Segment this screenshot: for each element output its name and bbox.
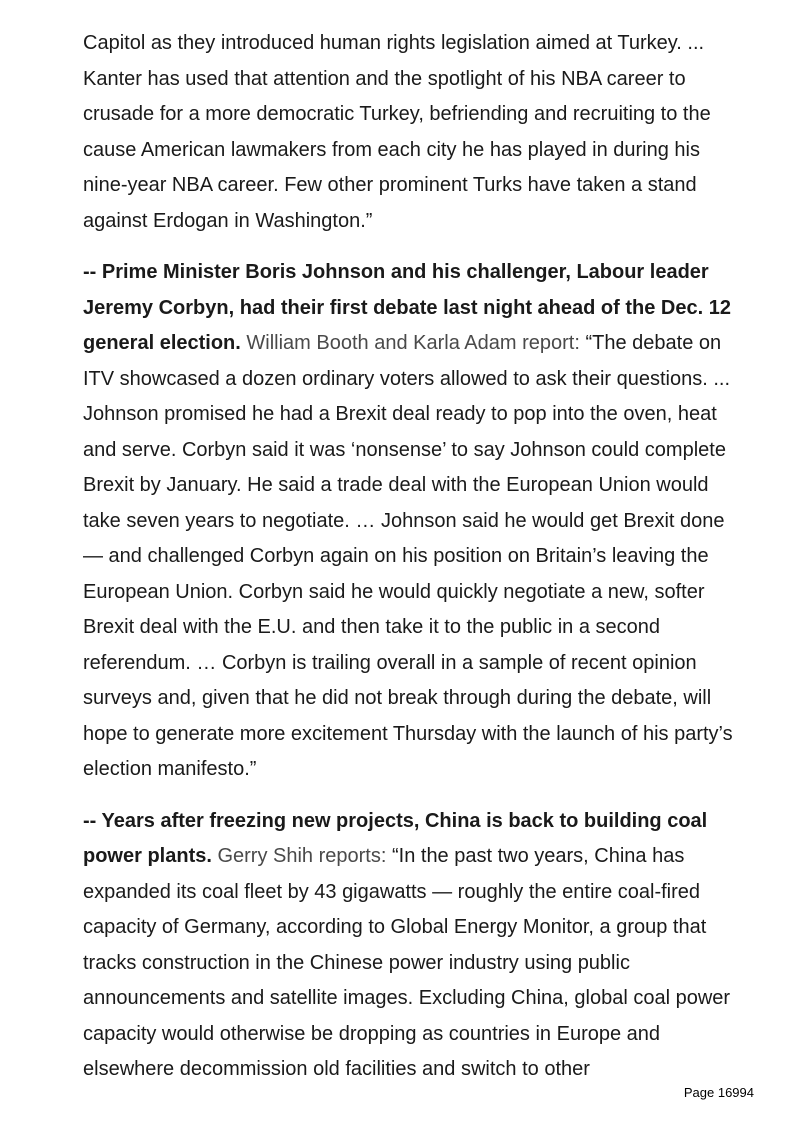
page-number: Page 16994 [683, 1085, 754, 1100]
paragraph-quote: “The debate on ITV showcased a dozen ordinary voters allowed to ask their questions. ... Johnson promised he had a Brexit deal ready to pop into the oven, heat and serve. Corbyn said it was ‘nonsense’ to say Johnson could complete Brexit by January. He said a trade deal with the European Union would take seven years to negotiate. … Johnson said he would get Brexit done — and challenged Corbyn again on his position on Britain’s leaving the European Union. Corbyn said he would quickly negotiate a new, softer Brexit deal with the E.U. and then take it to the public in a second referendum. … Corbyn is trailing overall in a sample of recent opinion surveys and, given that he did not break through during the debate, will hope to generate more excitement Thursday with the launch of his party’s election manifesto.” [83, 332, 733, 780]
paragraph-lead: -- Years after freezing new projects, China is back to building coal power plants. [83, 809, 708, 867]
paragraph-china-coal [83, 804, 733, 1088]
article-body [83, 26, 733, 1088]
byline-link[interactable]: William Booth and Karla Adam report: [246, 332, 580, 354]
byline-link[interactable]: Gerry Shih reports: [217, 845, 387, 867]
paragraph-text: Capitol as they introduced human rights legislation aimed at Turkey. ... Kanter has used that attention and the spotlight of his NBA career to crusade for a more democratic Turkey, befriending and recruiting to the cause American lawmakers from each city he has played in during his nine-year NBA career. Few other prominent Turks have taken a stand against Erdogan in Washington.” [83, 32, 711, 232]
paragraph-quote: “In the past two years, China has expanded its coal fleet by 43 gigawatts — roughly the entire coal-fired capacity of Germany, according to Global Energy Monitor, a group that tracks construction in the Chinese power industry using public announcements and satellite images. Excluding China, global coal power capacity would otherwise be dropping as countries in Europe and elsewhere decommission old facilities and switch to other [83, 845, 731, 1080]
paragraph-kanter [83, 26, 733, 239]
paragraph-brexit-debate [83, 255, 733, 788]
paragraph-lead: -- Prime Minister Boris Johnson and his challenger, Labour leader Jeremy Corbyn, had their first debate last night ahead of the Dec. 12 general election. [83, 261, 731, 354]
